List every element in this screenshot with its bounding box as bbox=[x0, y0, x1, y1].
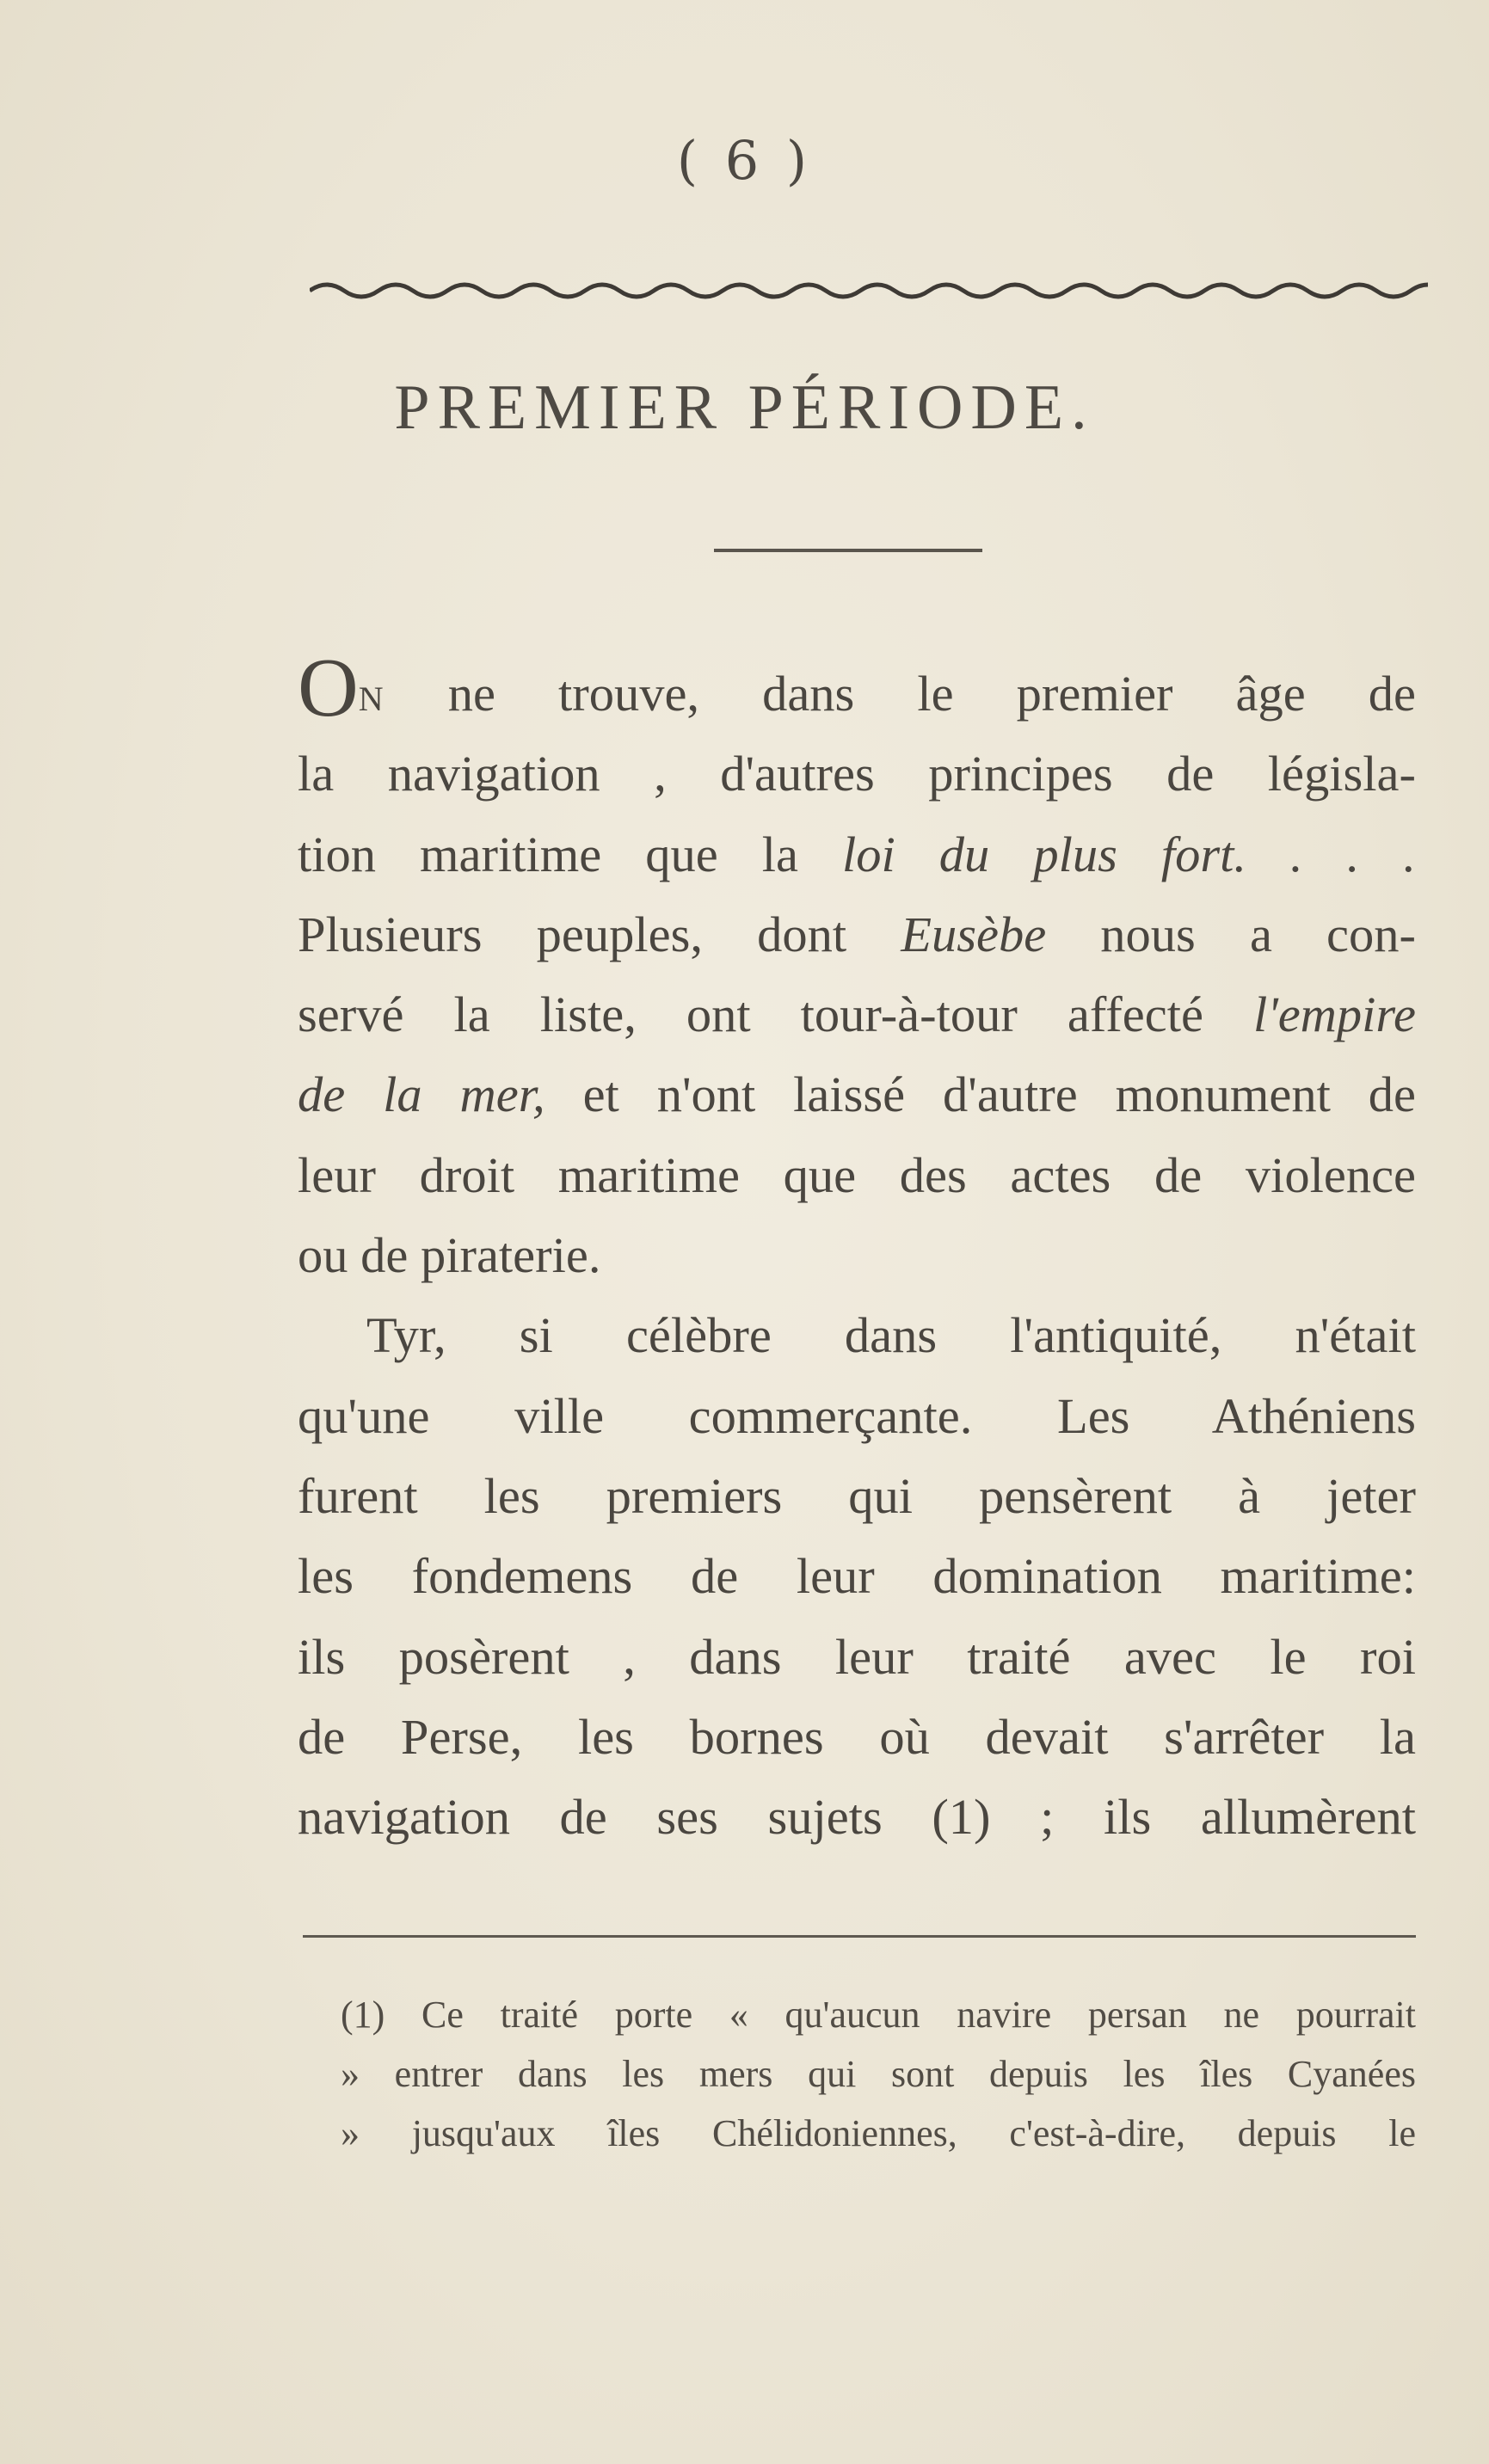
text-line: de Perse, les bornes où devait s'arrêter la bbox=[298, 1708, 1416, 1765]
page-number: ( 6 ) bbox=[676, 129, 813, 192]
text-line: navigation de ses sujets (1) ; ils allumèrent bbox=[298, 1789, 1416, 1846]
text-line: tion maritime que la loi du plus fort. . . . bbox=[298, 826, 1416, 882]
body-text bbox=[298, 642, 1417, 1857]
text-line: servé la liste, ont tour-à-tour affecté l'empire bbox=[298, 986, 1416, 1043]
footnote-line: (1) Ce traité porte « qu'aucun navire persan ne pourrait bbox=[341, 1994, 1416, 2036]
text-line: qu'une ville commerçante. Les Athéniens bbox=[298, 1387, 1416, 1444]
text-line: ils posèrent , dans leur traité avec le roi bbox=[298, 1628, 1416, 1685]
text-line: Tyr, si célèbre dans l'antiquité, n'était bbox=[366, 1307, 1416, 1364]
text-line: Plusieurs peuples, dont Eusèbe nous a con- bbox=[298, 906, 1416, 962]
text-line: de la mer, et n'ont laissé d'autre monument de bbox=[298, 1066, 1417, 1123]
text-line: ON ne trouve, dans le premier âge de bbox=[298, 642, 1416, 734]
footnote-divider bbox=[303, 1935, 1416, 1938]
text-line: la navigation , d'autres principes de législa- bbox=[298, 746, 1416, 802]
drop-capital: O bbox=[298, 642, 359, 734]
decorative-ornament-rule bbox=[310, 273, 1428, 308]
footnote bbox=[341, 1985, 1416, 2163]
footnote-line: » entrer dans les mers qui sont depuis les îles Cyanées bbox=[341, 2053, 1416, 2095]
footnote-line: » jusqu'aux îles Chélidoniennes, c'est-à-dire, depuis le bbox=[341, 2112, 1416, 2154]
text-line: les fondemens de leur domination maritime: bbox=[298, 1548, 1416, 1605]
text-line: ou de piraterie. bbox=[298, 1227, 601, 1284]
heading-divider bbox=[714, 549, 982, 552]
text-line: furent les premiers qui pensèrent à jeter bbox=[298, 1467, 1416, 1524]
text-line: leur droit maritime que des actes de violence bbox=[298, 1146, 1416, 1203]
chapter-heading: PREMIER PÉRIODE. bbox=[394, 372, 1095, 443]
